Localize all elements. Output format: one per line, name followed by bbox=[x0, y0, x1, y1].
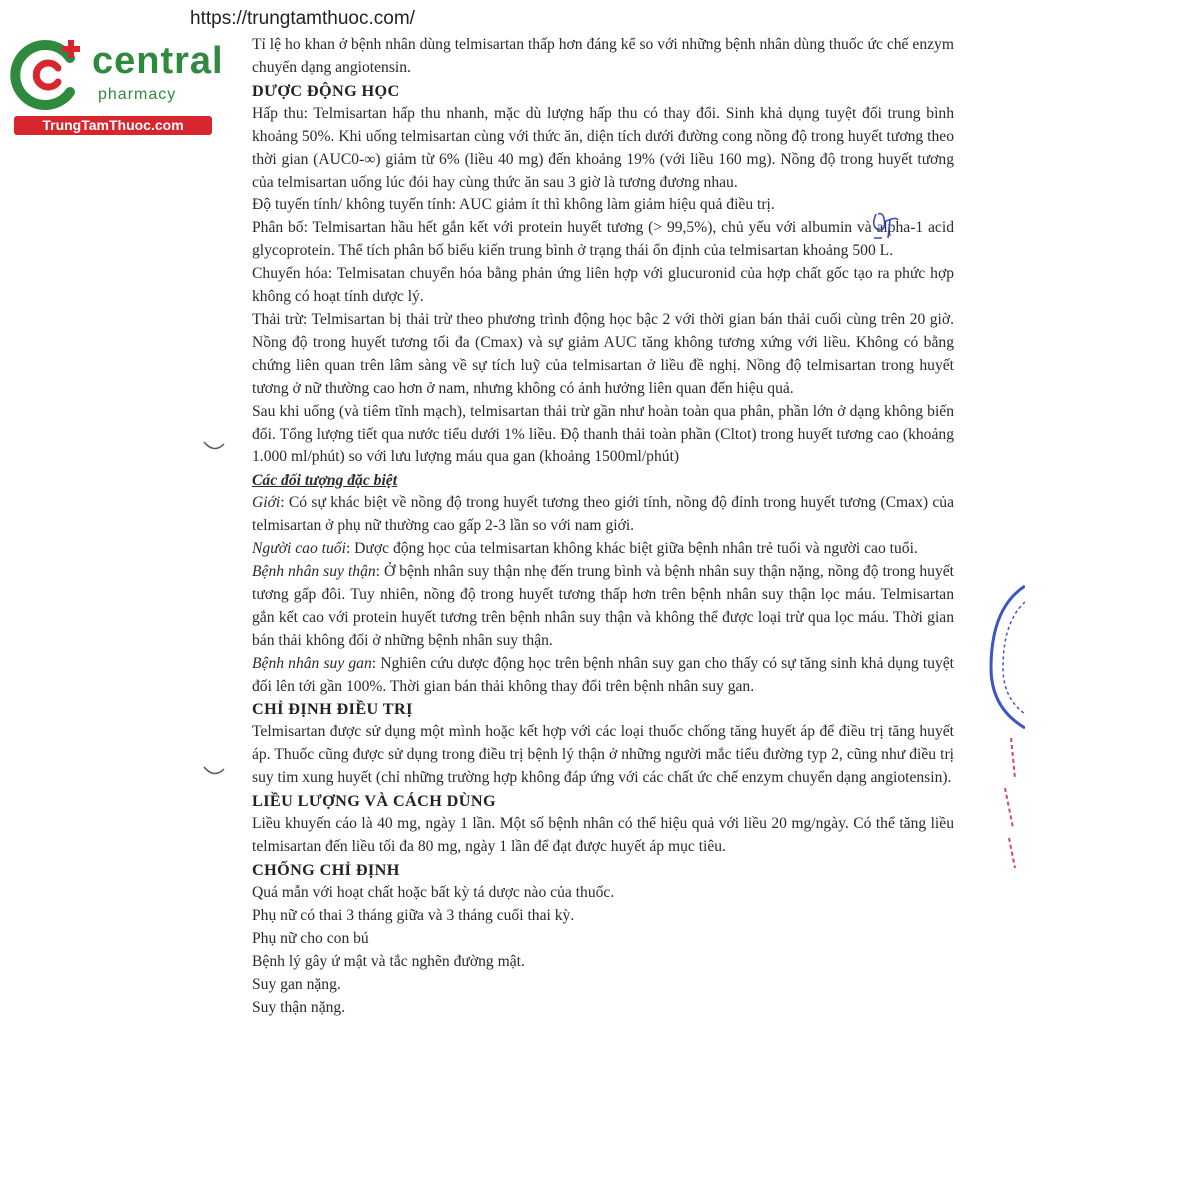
indications-paragraph: Telmisartan được sử dụng một mình hoặc kết hợp với các loại thuốc chống tăng huyết áp để điều trị tăng huyết áp. Thuốc cũng được sử dụng trong điều trị bệnh lý thận ở những người mắc tiểu đường typ 2, cũng như điều trị suy tim xung huyết (chỉ những trường hợp không đáp ứng với các chất ức chế enzym chuyển dạng angiotensin). bbox=[252, 723, 954, 787]
contra-item: Phụ nữ cho con bú bbox=[252, 929, 369, 947]
logo-site-name: TrungTamThuoc.com bbox=[14, 116, 212, 135]
renal-label: Bệnh nhân suy thận bbox=[252, 563, 376, 581]
elderly-text: : Dược động học của telmisartan không khác biệt giữa bệnh nhân trẻ tuổi và người cao tuổi. bbox=[345, 540, 918, 558]
gender-text: : Có sự khác biệt về nồng độ trong huyết tương theo giới tính, nồng độ đỉnh trong huyết tương (Cmax) của telmisartan ở phụ nữ thường cao gấp 2-3 lần so với nam giới. bbox=[252, 494, 954, 535]
contra-item: Quá mẫn với hoạt chất hoặc bất kỳ tá dược nào của thuốc. bbox=[252, 884, 615, 901]
brand-logo[interactable] bbox=[8, 36, 224, 136]
signature-mark bbox=[866, 208, 906, 248]
gender-paragraph bbox=[252, 492, 954, 538]
stamp-fragment bbox=[985, 578, 1025, 878]
dosage-paragraph: Liều khuyến cáo là 40 mg, ngày 1 lần. Một số bệnh nhân có thể hiệu quả với liều 20 mg/ngày. Có thể tăng liều telmisartan đến liều tối đa 80 mg, ngày 1 lần để đạt được huyết áp mục tiêu. bbox=[252, 815, 954, 856]
logo-wordmark: central bbox=[92, 40, 224, 82]
heading-pharmacokinetics: DƯỢC ĐỘNG HỌC bbox=[252, 81, 400, 100]
heading-dosage: LIỀU LƯỢNG VÀ CÁCH DÙNG bbox=[252, 792, 496, 811]
heading-special-populations: Các đối tượng đặc biệt bbox=[252, 472, 398, 490]
hepatic-paragraph bbox=[252, 653, 954, 699]
intro-paragraph: Tỉ lệ ho khan ở bệnh nhân dùng telmisartan thấp hơn đáng kể so với những bệnh nhân dùng thuốc ức chế enzym chuyển dạng angiotensin. bbox=[252, 36, 954, 76]
central-pharmacy-icon bbox=[8, 36, 88, 114]
heading-contraindications: CHỐNG CHỈ ĐỊNH bbox=[252, 861, 400, 879]
distribution-paragraph: Phân bố: Telmisartan hầu hết gắn kết với protein huyết tương (> 99,5%), chủ yếu với albumin và alpha-1 acid glycoprotein. Thể tích phân bố biểu kiến trung bình ở trạng thái ổn định của telmisartan khoảng 500 L. bbox=[252, 219, 954, 260]
hepatic-label: Bệnh nhân suy gan bbox=[252, 654, 372, 672]
contra-item: Bệnh lý gây ứ mật và tắc nghẽn đường mật. bbox=[252, 952, 525, 970]
renal-paragraph bbox=[252, 561, 954, 653]
binding-hole-mark bbox=[202, 765, 226, 777]
hepatic-text: : Nghiên cứu dược động học trên bệnh nhân suy gan cho thấy có sự tăng sinh khả dụng tuyệt đối lên tới gần 100%. Thời gian bán thải không thay đổi trên bệnh nhân suy gan. bbox=[252, 654, 954, 695]
linearity-paragraph: Độ tuyến tính/ không tuyến tính: AUC giảm ít thì không làm giảm hiệu quả điều trị. bbox=[252, 196, 775, 214]
heading-indications: CHỈ ĐỊNH ĐIỀU TRỊ bbox=[252, 700, 413, 719]
gender-label: Giới bbox=[252, 494, 281, 512]
contra-item: Suy gan nặng. bbox=[252, 975, 341, 993]
metabolism-paragraph: Chuyển hóa: Telmisatan chuyển hóa bằng phản ứng liên hợp với glucuronid của hợp chất gốc tạo ra phức hợp không có hoạt tính dược lý. bbox=[252, 265, 954, 306]
contra-item: Suy thận nặng. bbox=[252, 998, 346, 1016]
excretion-paragraph: Sau khi uống (và tiêm tĩnh mạch), telmisartan thải trừ gần như hoàn toàn qua phân, phần lớn ở dạng không biến đổi. Tổng lượng tiết qua nước tiểu dưới 1% liều. Độ thanh thải toàn phần (Cltot) trong huyết tương cao (khoảng 1.000 ml/phút) so với lưu lượng máu qua gan (khoảng 1500ml/phút) bbox=[252, 402, 954, 466]
binding-hole-mark bbox=[202, 440, 226, 452]
renal-text: : Ở bệnh nhân suy thận nhẹ đến trung bình và bệnh nhân suy thận nặng, nồng độ trong huyết tương gấp đôi. Tuy nhiên, nồng độ trong huyết tương thấp hơn trên bệnh nhân suy thận lọc máu. Telmisartan gắn kết cao với protein huyết tương trên bệnh nhân suy thận và không thể được loại trừ qua lọc máu. Thời gian bán thải không đổi ở những bệnh nhân suy thận. bbox=[252, 563, 954, 649]
elimination-paragraph: Thải trừ: Telmisartan bị thải trừ theo phương trình động học bậc 2 với thời gian bán thải cuối cùng trên 20 giờ. Nồng độ trong huyết tương tối đa (Cmax) và sự giảm AUC tăng không tương xứng với liều. Không có bằng chứng liên quan trên lâm sàng về sự tích luỹ của telmisartan ở liều đề nghị. Nồng độ telmisartan trong huyết tương ở nữ thường cao hơn ở nam, nhưng không có ảnh hưởng liên quan đến hiệu quả. bbox=[252, 310, 954, 397]
leaflet-page bbox=[252, 34, 954, 1019]
contra-item: Phụ nữ có thai 3 tháng giữa và 3 tháng cuối thai kỳ. bbox=[252, 906, 575, 924]
logo-subtitle: pharmacy bbox=[98, 86, 177, 103]
source-url[interactable]: https://trungtamthuoc.com/ bbox=[190, 8, 415, 29]
elderly-paragraph bbox=[252, 538, 954, 561]
elderly-label: Người cao tuổi bbox=[252, 540, 346, 558]
absorption-paragraph: Hấp thu: Telmisartan hấp thu nhanh, mặc dù lượng hấp thu có thay đổi. Sinh khả dụng tuyệt đối trung bình khoảng 50%. Khi uống telmisartan cùng với thức ăn, diện tích dưới đường cong nồng độ trong huyết tương theo thời gian (AUC0-∞) giảm từ 6% (liều 40 mg) đến khoảng 19% (với liều 160 mg). Nồng độ trong huyết tương của telmisartan uống lúc đói hay cùng thức ăn sau 3 giờ là tương đương nhau. bbox=[252, 104, 954, 191]
